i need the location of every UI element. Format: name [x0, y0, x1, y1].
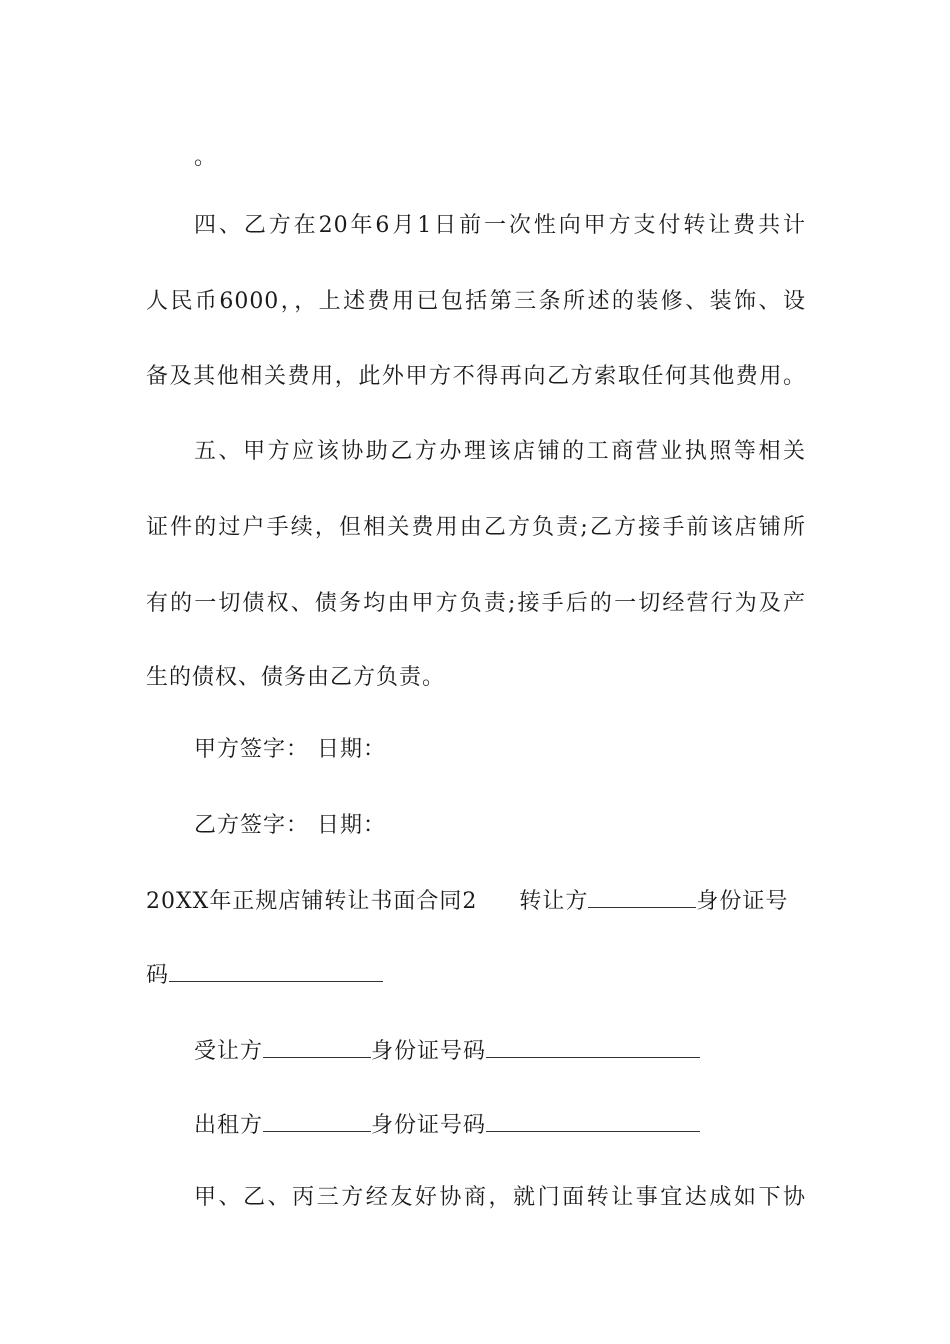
text-line-1: 。 — [194, 145, 218, 170]
transferee-blank — [263, 1035, 371, 1058]
clause-4-line-1: 四、乙方在20年6月1日前一次性向甲方支付转让费共计 — [194, 213, 806, 238]
lessor-id-label: 身份证号码 — [371, 1113, 487, 1138]
agreement-line: 甲、乙、丙三方经友好协商，就门面转让事宜达成如下协 — [194, 1185, 806, 1210]
lessor-blank — [263, 1109, 371, 1132]
transferee-line — [194, 1035, 806, 1067]
transferor-id-line — [146, 959, 806, 991]
clause-5-line-1: 五、甲方应该协助乙方办理该店铺的工商营业执照等相关 — [194, 439, 806, 464]
transferor-label: 转让方 — [519, 889, 589, 914]
lessor-id-blank — [486, 1109, 700, 1132]
clause-4-line-3: 备及其他相关费用，此外甲方不得再向乙方索取任何其他费用。 — [146, 364, 806, 389]
clause-5-line-3: 有的一切债权、债务均由甲方负责;接手后的一切经营行为及产 — [146, 591, 806, 616]
transferor-id-blank — [169, 959, 383, 982]
transferor-id-label: 身份证号 — [696, 889, 789, 914]
clause-4-line-2: 人民币6000，，上述费用已包括第三条所述的装修、装饰、设 — [146, 289, 806, 314]
contract2-heading-line — [146, 885, 806, 917]
transferee-id-blank — [486, 1035, 700, 1058]
lessor-label: 出租方 — [194, 1113, 264, 1138]
transferor-id-label-cont: 码 — [146, 963, 170, 988]
transferee-id-label: 身份证号码 — [371, 1039, 487, 1064]
clause-5-line-4: 生的债权、债务由乙方负责。 — [146, 665, 446, 690]
party-b-signature: 乙方签字： 日期： — [194, 813, 386, 838]
clause-5-line-2: 证件的过户手续，但相关费用由乙方负责;乙方接手前该店铺所 — [146, 515, 806, 540]
transferor-blank — [588, 885, 696, 908]
party-a-signature: 甲方签字： 日期： — [194, 737, 386, 762]
lessor-line — [194, 1109, 806, 1141]
contract2-title: 20XX年正规店铺转让书面合同2 — [146, 889, 478, 914]
transferee-label: 受让方 — [194, 1039, 264, 1064]
